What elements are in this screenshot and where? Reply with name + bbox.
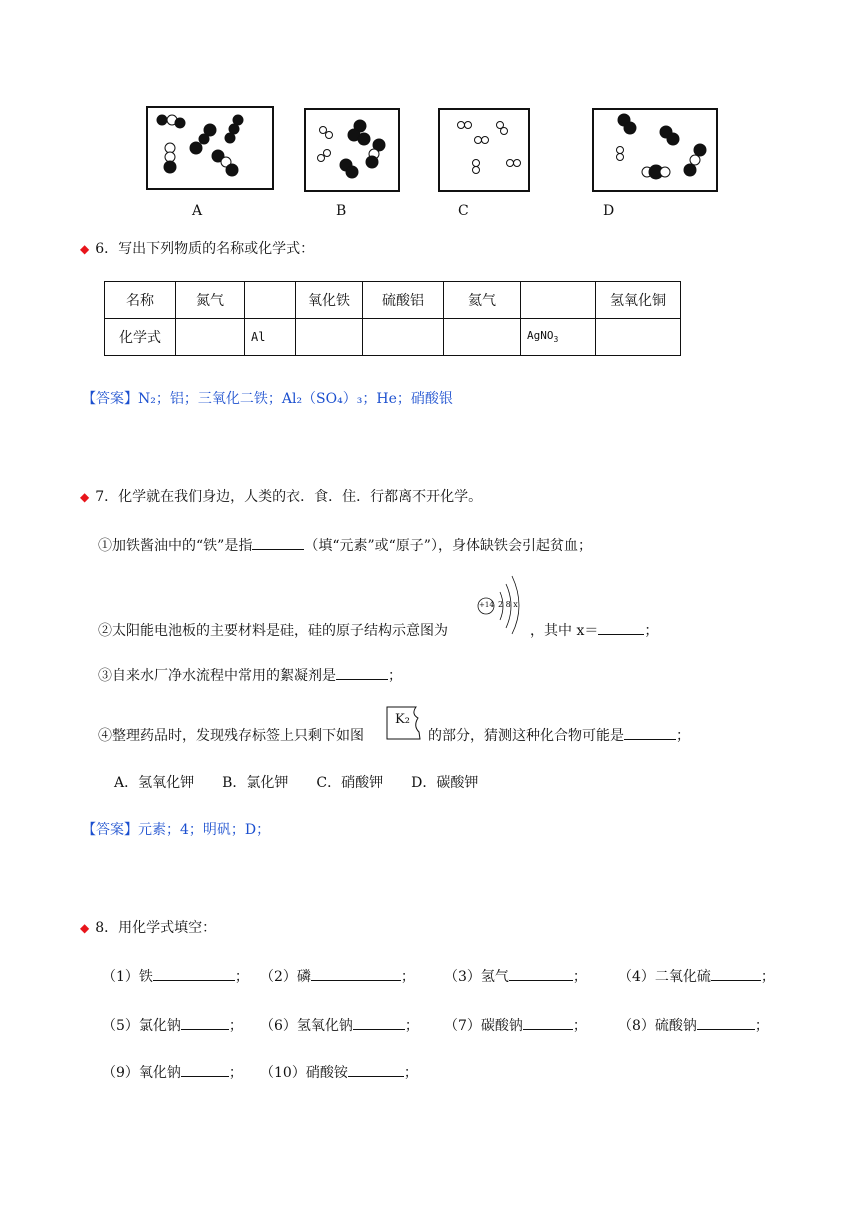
line-text: ③自来水厂净水流程中常用的絮凝剂是: [98, 668, 336, 684]
table-cell: 名称: [105, 282, 176, 319]
table-cell: Al: [245, 319, 296, 356]
separator: ；: [572, 969, 587, 985]
separator: ；: [400, 969, 415, 985]
answer-blank[interactable]: [311, 966, 401, 981]
bullet-icon: ◆: [80, 921, 90, 935]
molecule-box-a: [146, 106, 274, 190]
question-7-line-4-end: [428, 725, 690, 745]
question-7-answer: [82, 819, 270, 839]
item-label: （10）硝酸铵: [260, 1065, 348, 1081]
question-7-line-3: [98, 665, 402, 685]
table-cell: [363, 319, 444, 356]
option-label-c: C: [458, 203, 469, 219]
separator: ；: [234, 969, 249, 985]
separator: ；: [403, 1065, 418, 1081]
answer-blank[interactable]: [523, 1015, 573, 1030]
answer-blank[interactable]: [711, 966, 761, 981]
answer-tag: 【答案】: [82, 391, 138, 407]
bullet-icon: ◆: [80, 490, 90, 504]
fill-item-5: [102, 1015, 243, 1035]
line-text: ，其中 x＝: [530, 623, 599, 639]
line-text: 的部分，猜测这种化合物可能是: [428, 728, 624, 744]
fill-item-2: [260, 966, 415, 986]
molecule-diagram-b: [306, 110, 398, 190]
atom-nucleus-charge: +14: [479, 601, 494, 609]
question-7-title: 7．化学就在我们身边，人类的衣．食．住．行都离不开化学。: [95, 489, 483, 505]
item-label: （6）氢氧化钠: [260, 1018, 353, 1034]
table-cell: [521, 319, 596, 356]
answer-blank[interactable]: [353, 1015, 405, 1030]
question-6-answer: [82, 388, 453, 408]
fill-item-4: [618, 966, 775, 986]
table-cell: [444, 319, 521, 356]
fill-item-10: [260, 1062, 418, 1082]
fill-item-1: [102, 966, 249, 986]
option-label-d: D: [603, 203, 615, 219]
table-cell: 氮气: [176, 282, 245, 319]
question-7-line-2: [98, 620, 448, 640]
line-text: ；: [676, 728, 690, 744]
label-text: K₂: [395, 712, 410, 727]
line-text: （填“元素”或“原子”），身体缺铁会引起贫血；: [304, 538, 592, 554]
answer-blank[interactable]: [252, 535, 304, 550]
molecule-diagram-c: [440, 110, 528, 190]
question-6-table: [104, 281, 681, 356]
molecule-diagram-d: [594, 110, 716, 190]
answer-blank[interactable]: [153, 966, 235, 981]
answer-blank[interactable]: [181, 1015, 229, 1030]
separator: ；: [754, 1018, 769, 1034]
line-text: ；: [388, 668, 402, 684]
molecule-box-c: [438, 108, 530, 192]
molecule-diagram-a: [148, 108, 272, 188]
question-6-title: 6．写出下列物质的名称或化学式：: [95, 241, 315, 257]
answer-blank[interactable]: [336, 665, 388, 680]
table-cell: 化学式: [105, 319, 176, 356]
line-text: ②太阳能电池板的主要材料是硅，硅的原子结构示意图为: [98, 623, 448, 639]
question-8-title-row: [80, 917, 216, 937]
question-7-line-2-end: [530, 620, 658, 640]
table-cell: [521, 282, 596, 319]
line-text: ④整理药品时，发现残存标签上只剩下如图: [98, 728, 364, 744]
question-7-options: A．氢氧化钾 B．氯化钾 C．硝酸钾 D．碳酸钾: [114, 775, 479, 791]
atom-shell-electrons: 2 8 x: [498, 600, 518, 609]
line-text: ；: [644, 623, 659, 639]
table-cell: 硫酸铝: [363, 282, 444, 319]
question-7-line-1: [98, 535, 592, 555]
table-row: [105, 319, 681, 356]
agno3-subscript: 3: [553, 335, 559, 345]
answer-tag: 【答案】: [82, 822, 138, 838]
question-6-title-row: [80, 238, 314, 258]
separator: ；: [228, 1065, 243, 1081]
table-cell: [596, 319, 681, 356]
answer-blank[interactable]: [181, 1062, 229, 1077]
fill-item-3: [444, 966, 587, 986]
table-cell: 氢氧化铜: [596, 282, 681, 319]
table-cell: [296, 319, 363, 356]
item-label: （5）氯化钠: [102, 1018, 181, 1034]
answer-blank[interactable]: [509, 966, 573, 981]
question-7-line-4: [98, 725, 364, 745]
option-label-b: B: [336, 203, 347, 219]
silicon-atom-diagram: [474, 572, 528, 636]
molecule-box-d: [592, 108, 718, 192]
bullet-icon: ◆: [80, 242, 90, 256]
item-label: （9）氧化钠: [102, 1065, 181, 1081]
fill-item-7: [444, 1015, 587, 1035]
item-label: （7）碳酸钠: [444, 1018, 523, 1034]
question-7-title-row: [80, 486, 482, 506]
item-label: （3）氢气: [444, 969, 509, 985]
answer-text: N₂；铝；三氧化二铁；Al₂（SO₄）₃；He；硝酸银: [138, 391, 453, 407]
torn-label-image: [386, 706, 426, 740]
agno3-formula: AgNO: [527, 329, 554, 343]
item-label: （8）硫酸钠: [618, 1018, 697, 1034]
answer-text: 元素；4；明矾；D；: [138, 822, 271, 838]
fill-item-6: [260, 1015, 419, 1035]
item-label: （4）二氧化硫: [618, 969, 711, 985]
answer-blank[interactable]: [348, 1062, 404, 1077]
separator: ；: [228, 1018, 243, 1034]
question-8-title: 8．用化学式填空：: [95, 920, 217, 936]
fill-item-8: [618, 1015, 769, 1035]
answer-blank[interactable]: [697, 1015, 755, 1030]
table-cell: [176, 319, 245, 356]
table-cell: [245, 282, 296, 319]
separator: ；: [572, 1018, 587, 1034]
line-text: ①加铁酱油中的“铁”是指: [98, 538, 253, 554]
separator: ；: [760, 969, 775, 985]
separator: ；: [404, 1018, 419, 1034]
item-label: （2）磷: [260, 969, 311, 985]
table-cell: 氦气: [444, 282, 521, 319]
molecule-box-b: [304, 108, 400, 192]
table-cell: 氧化铁: [296, 282, 363, 319]
table-row: [105, 282, 681, 319]
fill-item-9: [102, 1062, 243, 1082]
item-label: （1）铁: [102, 969, 153, 985]
answer-blank[interactable]: [624, 725, 676, 740]
answer-blank[interactable]: [598, 620, 644, 635]
option-label-a: A: [192, 203, 203, 219]
